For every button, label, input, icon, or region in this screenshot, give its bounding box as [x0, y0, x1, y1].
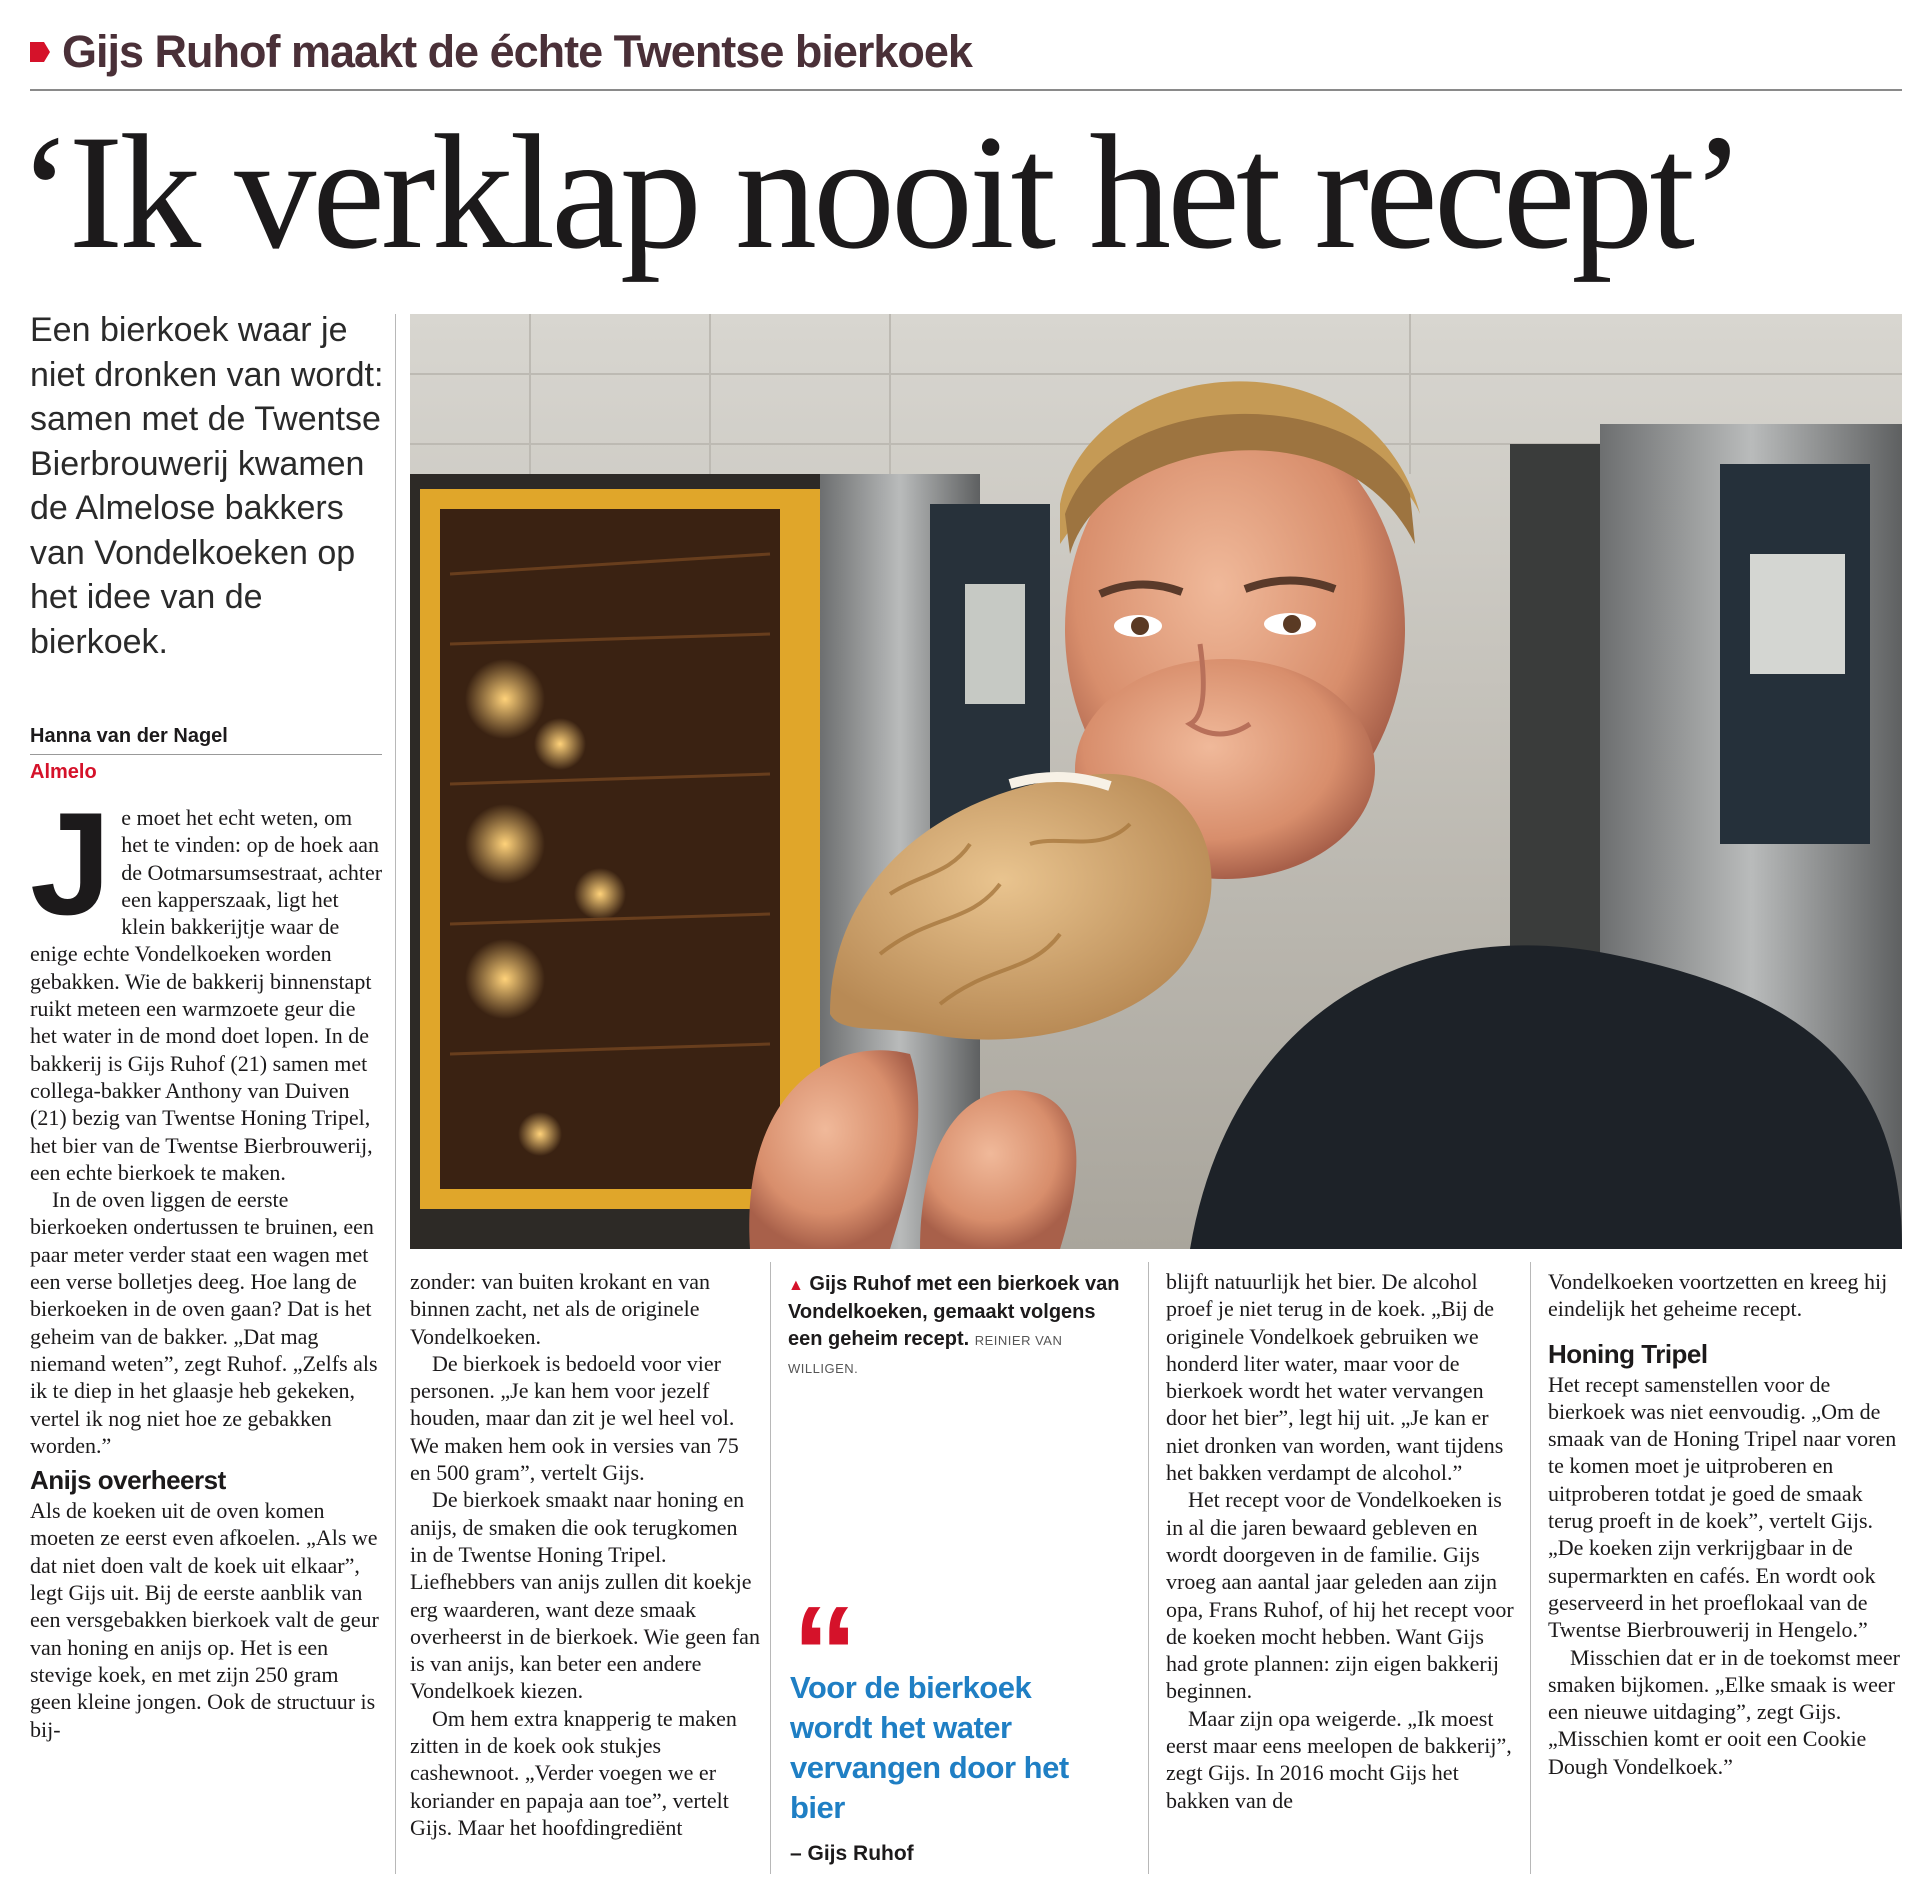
caption-text: Gijs Ruhof met een bierkoek van Vondelkoeken, gemaakt volgens een geheim recept.: [788, 1273, 1120, 1350]
paragraph: Om hem extra knapperig te maken zitten in de koek ook stukjes cashewnoot. „Verder voegen we er koriander en papaja aan toe”, vertelt Gijs. Maar het hoofdingrediënt: [410, 1705, 737, 1840]
kicker: [30, 26, 972, 78]
intro-text: Een bierkoek waar je niet dronken van wordt: samen met de Twentse Bierbrouwerij kwamen de Almelose bakkers van Vondelkoeken op het idee van de bierkoek.: [30, 311, 384, 661]
paragraph: De bierkoek is bedoeld voor vier personen. „Je kan hem voor jezelf houden, maar dan zit je wel heel vol. We maken hem ook in versies van 75 en 500 gram”, vertelt Gijs.: [410, 1350, 739, 1486]
byline: Hanna van der Nagel: [30, 725, 228, 747]
paragraph: In de oven liggen de eerste bierkoeken ondertussen te bruinen, een paar meter verder staat een wagen met een verse bolletjes deeg. Hoe lang de bierkoeken in de oven gaan? Dat is het geheim van de bakker. „Dat mag niemand weten”, zegt Ruhof. „Zelfs als ik te diep in het glaasje heb gekeken, vertel ik nog niet hoe ze gebakken worden.”: [30, 1187, 378, 1458]
kicker-marker-icon: [30, 42, 50, 62]
paragraph: zonder: van buiten krokant en van binnen zacht, net als de originele Vondelkoeken.: [410, 1269, 710, 1349]
paragraph: Vondelkoeken voortzetten en kreeg hij eindelijk het geheime recept.: [1548, 1269, 1888, 1322]
subheading: Anijs overheerst: [30, 1465, 226, 1496]
column-2: [410, 1268, 760, 1841]
paragraph: Het recept voor de Vondelkoeken is in al die jaren bewaard gebleven en wordt doorgeven in de familie. Gijs vroeg aan aantal jaar geleden aan zijn opa, Frans Ruhof, of hij het recept voor de koeken mocht hebben. Want Gijs had grote plannen: zijn eigen bakkerij beginnen.: [1166, 1487, 1514, 1704]
column-1: [30, 782, 384, 1743]
column-divider: [770, 1262, 771, 1874]
column-divider: [395, 314, 396, 1874]
quote-mark-icon: “: [792, 1579, 858, 1726]
article-photo: [410, 314, 1902, 1249]
dateline: Almelo: [30, 761, 97, 783]
byline-rule: [30, 754, 382, 755]
photo-caption: [788, 1271, 1128, 1382]
pull-quote-attribution: – Gijs Ruhof: [790, 1842, 914, 1865]
paragraph: Misschien dat er in de toekomst meer smaken bijkomen. „Elke smaak is weer een nieuwe uitdaging”, zegt Gijs. „Misschien komt er ooit een Cookie Dough Vondelkoek.”: [1548, 1644, 1900, 1779]
column-divider: [1530, 1262, 1531, 1874]
kicker-rule: [30, 89, 1902, 91]
headline: ‘Ik verklap nooit het recept’: [18, 102, 1742, 283]
paragraph: e moet het echt weten, om het te vinden: op de hoek aan de Ootmarsumsestraat, achter een kapperszaak, ligt het klein bakkerijtje waar de enige echte Vondelkoeken worden gebakken. Wie de bakkerij binnenstapt ruikt meteen een warmzoete geur die het water in de mond doet lopen. In de bakkerij is Gijs Ruhof (21) samen met collega-bakker Anthony van Duiven (21) bezig van Twentse Honing Tripel, het bier van de Twentse Bierbrouwerij, een echte bierkoek te maken.: [30, 805, 383, 1185]
dropcap: J: [30, 782, 112, 945]
photo-credit: REINIER VAN WILLIGEN.: [788, 1333, 1063, 1376]
paragraph: Als de koeken uit de oven komen moeten ze eerst even afkoelen. „Als we dat niet doen valt de koek uit elkaar”, legt Gijs uit. Bij de eerste aanblik van een versgebakken bierkoek valt de geur van honing en anijs op. Het is een stevige koek, en met zijn 250 gram geen kleine jongen. Ook de structuur is bij-: [30, 1498, 379, 1742]
paragraph: Maar zijn opa weigerde. „Ik moest eerst maar eens meelopen de bakkerij”, zegt Gijs. In 2016 mocht Gijs het bakken van de: [1166, 1705, 1512, 1813]
column-divider: [1148, 1262, 1149, 1874]
kicker-text: Gijs Ruhof maakt de échte Twentse bierkoek: [62, 26, 972, 77]
paragraph: De bierkoek smaakt naar honing en anijs, de smaken die ook terugkomen in de Twentse Honing Tripel. Liefhebbers van anijs zullen dit koekje erg waarderen, want deze smaak overheerst in de bierkoek. Wie geen fan is van anijs, kan beter een andere Vondelkoek kiezen.: [410, 1487, 760, 1704]
paragraph: Het recept samenstellen voor de bierkoek was niet eenvoudig. „Om de smaak van de Honing Tripel naar voren te komen moet je uitproberen en uitproberen totdat je goed de smaak terug proeft in de koek”, vertelt Gijs. „De koeken zijn verkrijgbaar in de supermarkten en cafés. En wordt ook geserveerd in het proeflokaal van de Twentse Bierbrouwerij in Hengelo.”: [1548, 1371, 1897, 1643]
baker-eating-bierkoek-photo: [410, 314, 1902, 1249]
caption-triangle-icon: ▲: [788, 1277, 804, 1294]
subheading: Honing Tripel: [1548, 1338, 1708, 1369]
pull-quote: Voor de bierkoek wordt het water vervangen door het bier: [790, 1670, 1069, 1825]
paragraph: blijft natuurlijk het bier. De alcohol proef je niet terug in de koek. „Bij de originele Vondelkoek gebruiken we honderd liter water, maar voor de bierkoek wordt het water vervangen door het bier”, legt hij uit. „Je kan er niet dronken van worden, want tijdens het bakken verdampt de alcohol.”: [1166, 1269, 1504, 1486]
column-5: [1548, 1268, 1900, 1780]
column-4: [1166, 1268, 1518, 1814]
